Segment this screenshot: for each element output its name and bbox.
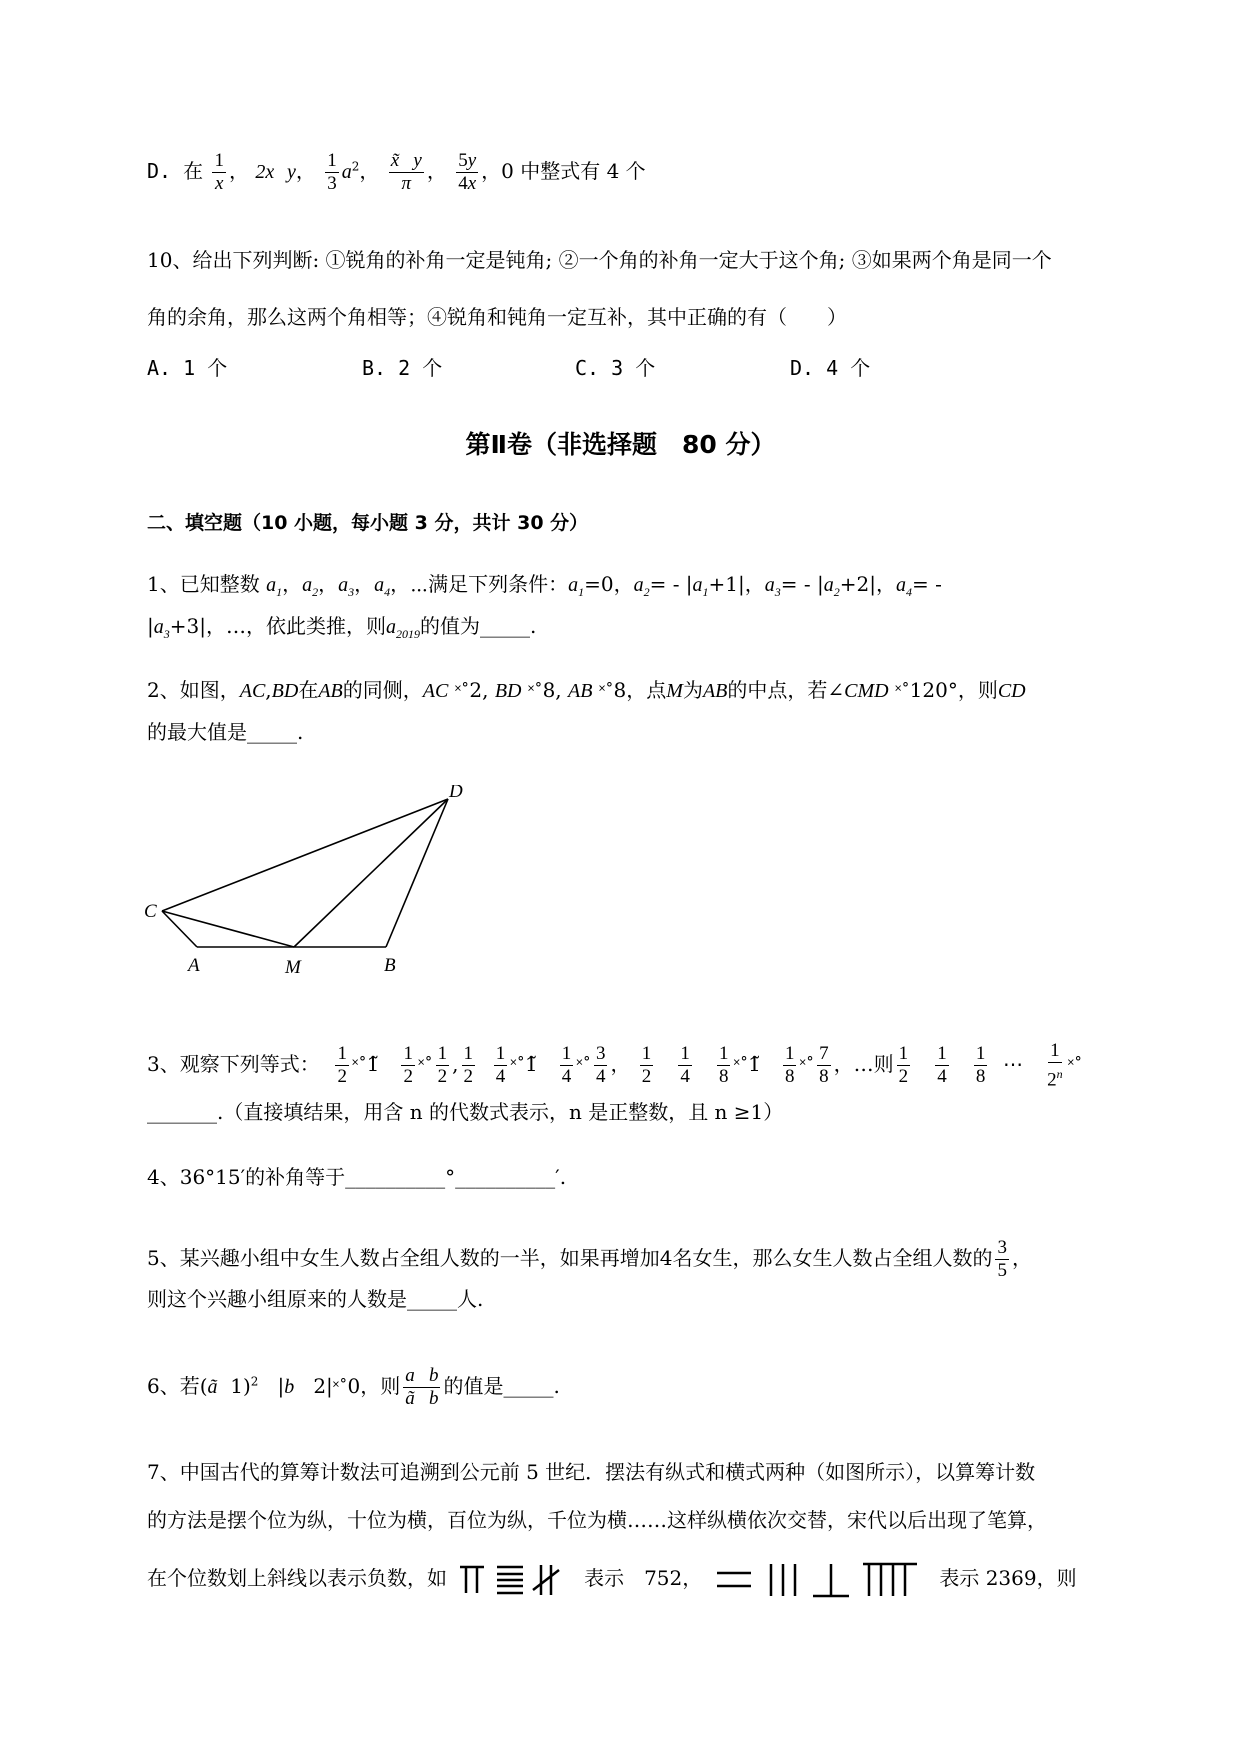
- label-c: C: [144, 901, 157, 922]
- q9-option-d: D. 在 $\frac{1}{x}$ ， 2x y， $\frac{1}{3}$ $a^2$， $\frac{x̃ y}{\pi}$ ， $\frac{5y}{4x}$ ，0 中整式有 4 个: [147, 150, 646, 194]
- q1-line2-tail: ，…，依此类推，则: [205, 614, 386, 638]
- fraction-1-over-3: $\frac{1}{3}$: [327, 150, 337, 194]
- fraction-1-over-x: $\frac{1}{x}$: [214, 150, 224, 194]
- q5-line-2: 则这个兴趣小组原来的人数是_____人.: [147, 1287, 484, 1311]
- q2-t4: 为: [682, 678, 703, 702]
- fraction-3-over-5: $\frac{3}{5}$: [997, 1237, 1007, 1281]
- segment-cd: [162, 799, 448, 911]
- q10-option-d: D. 4 个: [790, 356, 871, 380]
- q2-t5: 的中点，若: [727, 678, 828, 702]
- q7-line-1: 7、中国古代的算筹计数法可追溯到公元前 5 世纪．摆法有纵式和横式两种（如图所示），以算筹计数: [147, 1460, 1036, 1484]
- q7-line3-c: 表示 2369，则: [939, 1566, 1077, 1590]
- q2-t6: ，则: [957, 678, 998, 702]
- q7-line-2: 的方法是摆个位为纵，十位为横，百位为纵，千位为横……这样纵横依次交替，宋代以后出现了笔算，: [147, 1508, 1047, 1532]
- fraction-x-y-over-pi: $\frac{x̃ y}{\pi}$: [390, 150, 422, 194]
- q1-prefix: 1、已知整数: [147, 572, 260, 596]
- q5-line1: 5、某兴趣小组中女生人数占全组人数的一半，如果再增加4名女生，那么女生人数占全组人数的: [147, 1246, 993, 1270]
- q2-geometry-figure: [140, 785, 470, 975]
- q3-line-2: _______.（直接填结果，用含 n 的代数式表示，n 是正整数，且 n ≥1）: [147, 1100, 784, 1124]
- label-b: B: [384, 955, 396, 975]
- q2-line-2: 的最大值是_____.: [147, 720, 304, 744]
- q9-option-d-suffix: ，0 中整式有 4 个: [481, 159, 646, 183]
- q7-line-3: [147, 1558, 1077, 1600]
- q2-t1: 在: [298, 678, 319, 702]
- q10-option-a: A. 1 个: [147, 356, 228, 380]
- q1-line-2: $|a_3+3|$，…，依此类推，则$a_{2019}$的值为_____.: [147, 614, 537, 641]
- q6-line: 6、若(ã 1)$^2$ |b 2|˟˚0，则 $\frac{\text{a b}}{\text{ã b}}$ 的值是_____.: [147, 1365, 560, 1409]
- q10-option-b: B. 2 个: [362, 356, 443, 380]
- q3-then: ，…则: [833, 1052, 894, 1077]
- q6-tail: 的值是_____.: [443, 1374, 560, 1398]
- fraction-5y-over-4x: $\frac{5y}{4x}$: [458, 150, 477, 194]
- label-a: A: [188, 955, 200, 975]
- section-title: 第Ⅱ卷（非选择题 80 分）: [465, 430, 776, 459]
- counting-rods-752-icon: [457, 1562, 567, 1598]
- q10-option-c: C. 3 个: [575, 356, 656, 380]
- q2-t2: 的同侧，: [342, 678, 423, 702]
- q7-line3-b: 表示 752，: [584, 1566, 703, 1590]
- section-subtitle: 二、填空题（10 小题，每小题 3 分，共计 30 分）: [147, 512, 589, 534]
- q1-line-1: 1、已知整数 $a_1$，$a_2$，$a_3$，$a_4$，⋯满足下列条件：$a_1=0$，$a_2= - |a_1+1|$，$a_3= - |a_2+2|$，$a_4=$ -: [147, 572, 942, 599]
- q1-tail: 的值为_____.: [419, 614, 537, 638]
- q5-line-1: 5、某兴趣小组中女生人数占全组人数的一半，如果再增加4名女生，那么女生人数占全组人数的 $\frac{3}{5}$ ，: [147, 1237, 1032, 1281]
- segment-md: [294, 799, 448, 947]
- q2-line-1: 2、如图，AC,BD在AB的同侧，AC ˟˚2, BD ˟˚8, AB ˟˚8，点M为AB的中点，若∠CMD ˟˚120°，则CD: [147, 678, 1026, 702]
- q3-prefix: 3、观察下列等式：: [147, 1052, 320, 1077]
- q10-line-1: 10、给出下列判断: ①锐角的补角一定是钝角; ②一个角的补角一定大于这个角; ③如果两个角是同一个: [147, 248, 1052, 272]
- q1-mid: 满足下列条件：: [428, 572, 569, 596]
- q9-option-d-prefix: D. 在: [147, 159, 204, 183]
- label-d: D: [449, 785, 463, 802]
- q10-line-2: 角的余角，那么这两个角相等；④锐角和钝角一定互补，其中正确的有（ ）: [147, 305, 847, 329]
- q6-prefix: 6、若: [147, 1374, 200, 1398]
- segment-bd: [386, 799, 448, 947]
- q6-mid: ，则: [360, 1374, 401, 1398]
- q2-t3: ，点: [626, 678, 667, 702]
- counting-rods-2369-icon: [713, 1560, 923, 1600]
- q3-line-1: 3、观察下列等式： $\frac{1}{2}$ ˟˚1̃ $\frac{1}{2}$ ˟˚ $\frac{1}{2}$ , $\frac{1}{2}$ $\frac{1}{4}$ ˟˚1̃ $\frac{1}{4}$ ˟˚ $\frac{3}{4}$ ， $\frac{1}{2}$ $\frac{1}{4}$ $\frac{1}{8}$ ˟˚1̃ $\frac{1}{8}$ ˟˚ $\frac{7}{8}$ ，…则 $\frac{1}{2}$ $\frac{1}{4}$ $\frac{1}{8}$ ⋯ $\frac{1}{2^n}$ ˟˚: [147, 1040, 1083, 1091]
- q2-prefix: 2、如图，: [147, 678, 240, 702]
- q7-line3-a: 在个位数划上斜线以表示负数，如: [147, 1566, 447, 1590]
- q4-line: 4、36°15′的补角等于__________°__________′.: [147, 1165, 567, 1189]
- label-m: M: [285, 957, 301, 975]
- segment-cm: [162, 911, 294, 947]
